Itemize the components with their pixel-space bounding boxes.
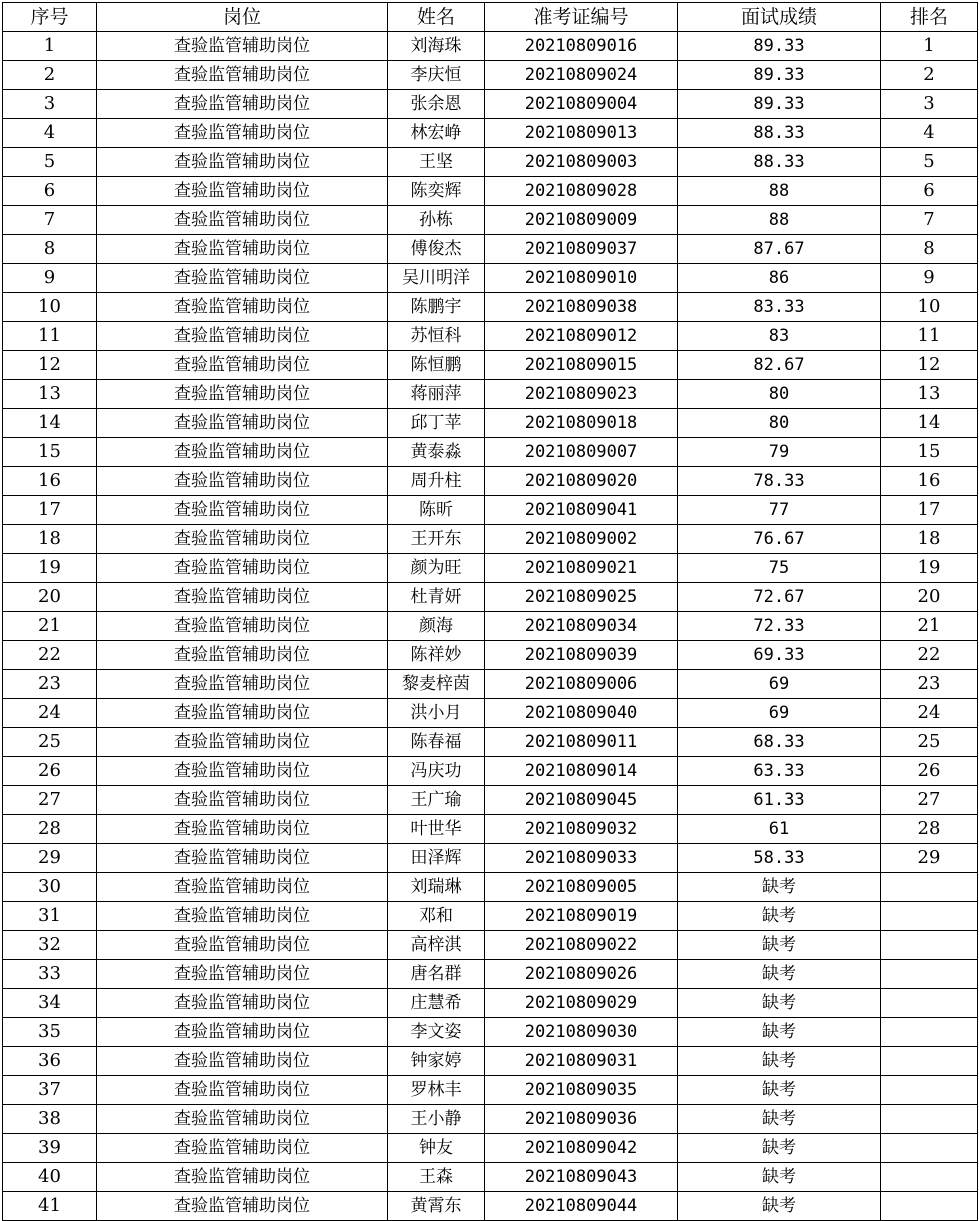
cell-ticket-number: 20210809029 [485,989,678,1018]
cell-name: 田泽辉 [388,844,485,873]
cell-index: 11 [3,322,97,351]
cell-index: 1 [3,32,97,61]
cell-rank: 1 [881,32,978,61]
cell-interview-score: 68.33 [678,728,881,757]
cell-name: 王坚 [388,148,485,177]
cell-position: 查验监管辅助岗位 [97,235,388,264]
cell-index: 19 [3,554,97,583]
cell-ticket-number: 20210809034 [485,612,678,641]
cell-position: 查验监管辅助岗位 [97,728,388,757]
cell-position: 查验监管辅助岗位 [97,409,388,438]
cell-index: 17 [3,496,97,525]
cell-ticket-number: 20210809044 [485,1192,678,1221]
table-row [3,670,978,699]
cell-interview-score: 83.33 [678,293,881,322]
cell-index: 14 [3,409,97,438]
cell-index: 34 [3,989,97,1018]
table-row [3,380,978,409]
cell-index: 24 [3,699,97,728]
cell-position: 查验监管辅助岗位 [97,786,388,815]
cell-ticket-number: 20210809015 [485,351,678,380]
cell-position: 查验监管辅助岗位 [97,1192,388,1221]
cell-position: 查验监管辅助岗位 [97,873,388,902]
cell-name: 颜海 [388,612,485,641]
cell-interview-score: 75 [678,554,881,583]
cell-index: 8 [3,235,97,264]
table-row [3,844,978,873]
header-index: 序号 [3,3,97,32]
cell-interview-score: 76.67 [678,525,881,554]
cell-name: 张余恩 [388,90,485,119]
cell-index: 12 [3,351,97,380]
cell-rank: 10 [881,293,978,322]
cell-index: 7 [3,206,97,235]
table-row [3,583,978,612]
cell-index: 5 [3,148,97,177]
cell-ticket-number: 20210809003 [485,148,678,177]
cell-position: 查验监管辅助岗位 [97,1105,388,1134]
cell-position: 查验监管辅助岗位 [97,612,388,641]
cell-interview-score: 82.67 [678,351,881,380]
cell-name: 周升柱 [388,467,485,496]
cell-position: 查验监管辅助岗位 [97,496,388,525]
cell-rank: 12 [881,351,978,380]
cell-interview-score: 58.33 [678,844,881,873]
table-row [3,496,978,525]
cell-ticket-number: 20210809024 [485,61,678,90]
cell-position: 查验监管辅助岗位 [97,351,388,380]
cell-rank: 6 [881,177,978,206]
cell-rank [881,873,978,902]
cell-name: 黄霄东 [388,1192,485,1221]
cell-interview-score: 61.33 [678,786,881,815]
cell-ticket-number: 20210809006 [485,670,678,699]
table-row [3,32,978,61]
cell-name: 吴川明洋 [388,264,485,293]
cell-ticket-number: 20210809041 [485,496,678,525]
cell-rank: 13 [881,380,978,409]
cell-position: 查验监管辅助岗位 [97,61,388,90]
cell-ticket-number: 20210809031 [485,1047,678,1076]
cell-interview-score: 77 [678,496,881,525]
cell-name: 颜为旺 [388,554,485,583]
cell-interview-score: 69.33 [678,641,881,670]
cell-index: 33 [3,960,97,989]
cell-name: 刘海珠 [388,32,485,61]
cell-ticket-number: 20210809004 [485,90,678,119]
table-row [3,1163,978,1192]
table-row [3,148,978,177]
table-row [3,206,978,235]
cell-rank: 21 [881,612,978,641]
table-row [3,235,978,264]
cell-name: 李庆恒 [388,61,485,90]
cell-rank: 27 [881,786,978,815]
cell-rank: 7 [881,206,978,235]
cell-position: 查验监管辅助岗位 [97,1134,388,1163]
cell-ticket-number: 20210809020 [485,467,678,496]
cell-rank [881,1018,978,1047]
cell-interview-score: 缺考 [678,989,881,1018]
cell-interview-score: 缺考 [678,1163,881,1192]
cell-name: 黎麦梓茵 [388,670,485,699]
cell-index: 25 [3,728,97,757]
cell-rank [881,902,978,931]
cell-rank: 3 [881,90,978,119]
cell-name: 叶世华 [388,815,485,844]
cell-name: 钟家婷 [388,1047,485,1076]
cell-rank: 5 [881,148,978,177]
cell-ticket-number: 20210809010 [485,264,678,293]
cell-rank [881,1076,978,1105]
table-row [3,1105,978,1134]
cell-name: 陈春福 [388,728,485,757]
cell-name: 邱丁苹 [388,409,485,438]
table-row [3,322,978,351]
cell-name: 洪小月 [388,699,485,728]
cell-position: 查验监管辅助岗位 [97,206,388,235]
cell-rank: 16 [881,467,978,496]
cell-interview-score: 缺考 [678,1192,881,1221]
cell-rank: 9 [881,264,978,293]
cell-rank: 28 [881,815,978,844]
cell-name: 陈鹏宇 [388,293,485,322]
cell-ticket-number: 20210809014 [485,757,678,786]
cell-name: 陈奕辉 [388,177,485,206]
table-row [3,90,978,119]
cell-index: 37 [3,1076,97,1105]
cell-ticket-number: 20210809022 [485,931,678,960]
table-row [3,786,978,815]
table-row [3,351,978,380]
cell-name: 杜青妍 [388,583,485,612]
cell-position: 查验监管辅助岗位 [97,670,388,699]
cell-position: 查验监管辅助岗位 [97,148,388,177]
cell-rank: 11 [881,322,978,351]
table-row [3,1076,978,1105]
cell-ticket-number: 20210809035 [485,1076,678,1105]
cell-ticket-number: 20210809013 [485,119,678,148]
cell-interview-score: 61 [678,815,881,844]
header-interview-score: 面试成绩 [678,3,881,32]
cell-rank: 29 [881,844,978,873]
cell-rank [881,960,978,989]
cell-name: 孙栋 [388,206,485,235]
cell-name: 苏恒科 [388,322,485,351]
table-row [3,525,978,554]
cell-index: 21 [3,612,97,641]
cell-position: 查验监管辅助岗位 [97,90,388,119]
cell-name: 高梓淇 [388,931,485,960]
cell-name: 罗林丰 [388,1076,485,1105]
header-name: 姓名 [388,3,485,32]
cell-position: 查验监管辅助岗位 [97,844,388,873]
cell-index: 30 [3,873,97,902]
table-row [3,931,978,960]
table-row [3,728,978,757]
cell-index: 20 [3,583,97,612]
cell-ticket-number: 20210809005 [485,873,678,902]
cell-index: 6 [3,177,97,206]
cell-rank: 2 [881,61,978,90]
cell-rank: 17 [881,496,978,525]
cell-rank [881,1163,978,1192]
table-row [3,438,978,467]
cell-interview-score: 89.33 [678,90,881,119]
cell-index: 39 [3,1134,97,1163]
cell-position: 查验监管辅助岗位 [97,989,388,1018]
cell-index: 18 [3,525,97,554]
cell-interview-score: 缺考 [678,902,881,931]
cell-rank: 15 [881,438,978,467]
cell-index: 26 [3,757,97,786]
cell-rank: 24 [881,699,978,728]
cell-ticket-number: 20210809036 [485,1105,678,1134]
cell-ticket-number: 20210809026 [485,960,678,989]
cell-rank: 25 [881,728,978,757]
cell-position: 查验监管辅助岗位 [97,322,388,351]
cell-rank [881,931,978,960]
cell-interview-score: 80 [678,409,881,438]
cell-rank [881,1192,978,1221]
cell-index: 15 [3,438,97,467]
cell-ticket-number: 20210809012 [485,322,678,351]
cell-index: 41 [3,1192,97,1221]
cell-position: 查验监管辅助岗位 [97,177,388,206]
cell-rank: 18 [881,525,978,554]
cell-position: 查验监管辅助岗位 [97,264,388,293]
cell-position: 查验监管辅助岗位 [97,1163,388,1192]
cell-interview-score: 87.67 [678,235,881,264]
cell-name: 林宏峥 [388,119,485,148]
cell-position: 查验监管辅助岗位 [97,1018,388,1047]
cell-interview-score: 缺考 [678,1076,881,1105]
cell-position: 查验监管辅助岗位 [97,757,388,786]
cell-interview-score: 72.67 [678,583,881,612]
header-rank: 排名 [881,3,978,32]
cell-name: 王广瑜 [388,786,485,815]
table-row [3,757,978,786]
cell-ticket-number: 20210809023 [485,380,678,409]
header-position: 岗位 [97,3,388,32]
table-row [3,1192,978,1221]
table-row [3,119,978,148]
table-row [3,641,978,670]
cell-position: 查验监管辅助岗位 [97,902,388,931]
cell-interview-score: 83 [678,322,881,351]
cell-interview-score: 缺考 [678,873,881,902]
cell-index: 38 [3,1105,97,1134]
cell-position: 查验监管辅助岗位 [97,960,388,989]
table-row [3,177,978,206]
cell-position: 查验监管辅助岗位 [97,467,388,496]
cell-ticket-number: 20210809043 [485,1163,678,1192]
cell-rank [881,989,978,1018]
cell-interview-score: 88.33 [678,148,881,177]
cell-position: 查验监管辅助岗位 [97,119,388,148]
cell-ticket-number: 20210809025 [485,583,678,612]
cell-name: 王小静 [388,1105,485,1134]
table-row [3,902,978,931]
cell-ticket-number: 20210809002 [485,525,678,554]
table-row [3,1018,978,1047]
cell-name: 庄慧希 [388,989,485,1018]
cell-index: 13 [3,380,97,409]
cell-index: 35 [3,1018,97,1047]
cell-position: 查验监管辅助岗位 [97,525,388,554]
cell-index: 32 [3,931,97,960]
table-row [3,612,978,641]
cell-index: 16 [3,467,97,496]
cell-rank: 20 [881,583,978,612]
results-table [2,2,978,1221]
cell-interview-score: 缺考 [678,931,881,960]
cell-name: 陈昕 [388,496,485,525]
cell-name: 李文姿 [388,1018,485,1047]
table-row [3,960,978,989]
cell-ticket-number: 20210809018 [485,409,678,438]
cell-ticket-number: 20210809016 [485,32,678,61]
cell-position: 查验监管辅助岗位 [97,583,388,612]
cell-ticket-number: 20210809033 [485,844,678,873]
table-row [3,293,978,322]
cell-ticket-number: 20210809019 [485,902,678,931]
cell-position: 查验监管辅助岗位 [97,931,388,960]
cell-index: 4 [3,119,97,148]
cell-position: 查验监管辅助岗位 [97,641,388,670]
table-row [3,873,978,902]
cell-ticket-number: 20210809030 [485,1018,678,1047]
cell-interview-score: 80 [678,380,881,409]
cell-rank [881,1105,978,1134]
cell-index: 10 [3,293,97,322]
cell-interview-score: 69 [678,699,881,728]
cell-ticket-number: 20210809039 [485,641,678,670]
cell-interview-score: 缺考 [678,1047,881,1076]
cell-index: 3 [3,90,97,119]
cell-interview-score: 63.33 [678,757,881,786]
cell-interview-score: 78.33 [678,467,881,496]
cell-interview-score: 89.33 [678,32,881,61]
cell-name: 刘瑞琳 [388,873,485,902]
cell-rank: 8 [881,235,978,264]
cell-position: 查验监管辅助岗位 [97,554,388,583]
cell-index: 22 [3,641,97,670]
table-row [3,61,978,90]
cell-index: 9 [3,264,97,293]
cell-name: 陈祥妙 [388,641,485,670]
cell-name: 黄泰淼 [388,438,485,467]
cell-index: 2 [3,61,97,90]
cell-position: 查验监管辅助岗位 [97,380,388,409]
cell-rank [881,1047,978,1076]
table-row [3,1047,978,1076]
cell-index: 29 [3,844,97,873]
cell-interview-score: 79 [678,438,881,467]
table-row [3,264,978,293]
cell-ticket-number: 20210809040 [485,699,678,728]
cell-index: 28 [3,815,97,844]
cell-interview-score: 88.33 [678,119,881,148]
cell-rank: 22 [881,641,978,670]
cell-rank: 26 [881,757,978,786]
cell-position: 查验监管辅助岗位 [97,1076,388,1105]
cell-interview-score: 86 [678,264,881,293]
cell-index: 36 [3,1047,97,1076]
cell-index: 40 [3,1163,97,1192]
cell-ticket-number: 20210809021 [485,554,678,583]
table-row [3,1134,978,1163]
cell-position: 查验监管辅助岗位 [97,699,388,728]
cell-index: 27 [3,786,97,815]
cell-ticket-number: 20210809011 [485,728,678,757]
table-row [3,554,978,583]
cell-position: 查验监管辅助岗位 [97,1047,388,1076]
cell-rank: 4 [881,119,978,148]
table-row [3,699,978,728]
cell-ticket-number: 20210809009 [485,206,678,235]
cell-position: 查验监管辅助岗位 [97,438,388,467]
cell-index: 31 [3,902,97,931]
cell-interview-score: 缺考 [678,1105,881,1134]
cell-ticket-number: 20210809032 [485,815,678,844]
cell-interview-score: 缺考 [678,1134,881,1163]
cell-position: 查验监管辅助岗位 [97,32,388,61]
cell-name: 冯庆功 [388,757,485,786]
cell-interview-score: 88 [678,206,881,235]
cell-interview-score: 69 [678,670,881,699]
cell-name: 王开东 [388,525,485,554]
table-header-row [3,3,978,32]
cell-name: 傅俊杰 [388,235,485,264]
cell-name: 唐名群 [388,960,485,989]
cell-rank: 23 [881,670,978,699]
cell-interview-score: 缺考 [678,960,881,989]
table-row [3,409,978,438]
cell-name: 蒋丽萍 [388,380,485,409]
cell-position: 查验监管辅助岗位 [97,293,388,322]
cell-name: 钟友 [388,1134,485,1163]
cell-index: 23 [3,670,97,699]
cell-ticket-number: 20210809007 [485,438,678,467]
cell-name: 陈恒鹏 [388,351,485,380]
cell-ticket-number: 20210809038 [485,293,678,322]
header-ticket-number: 准考证编号 [485,3,678,32]
cell-ticket-number: 20210809028 [485,177,678,206]
cell-interview-score: 89.33 [678,61,881,90]
table-row [3,815,978,844]
table-row [3,989,978,1018]
cell-position: 查验监管辅助岗位 [97,815,388,844]
cell-rank [881,1134,978,1163]
cell-rank: 19 [881,554,978,583]
cell-ticket-number: 20210809042 [485,1134,678,1163]
cell-name: 王森 [388,1163,485,1192]
cell-interview-score: 缺考 [678,1018,881,1047]
cell-rank: 14 [881,409,978,438]
cell-name: 邓和 [388,902,485,931]
cell-interview-score: 88 [678,177,881,206]
table-body [3,32,978,1221]
cell-ticket-number: 20210809045 [485,786,678,815]
cell-ticket-number: 20210809037 [485,235,678,264]
cell-interview-score: 72.33 [678,612,881,641]
table-row [3,467,978,496]
